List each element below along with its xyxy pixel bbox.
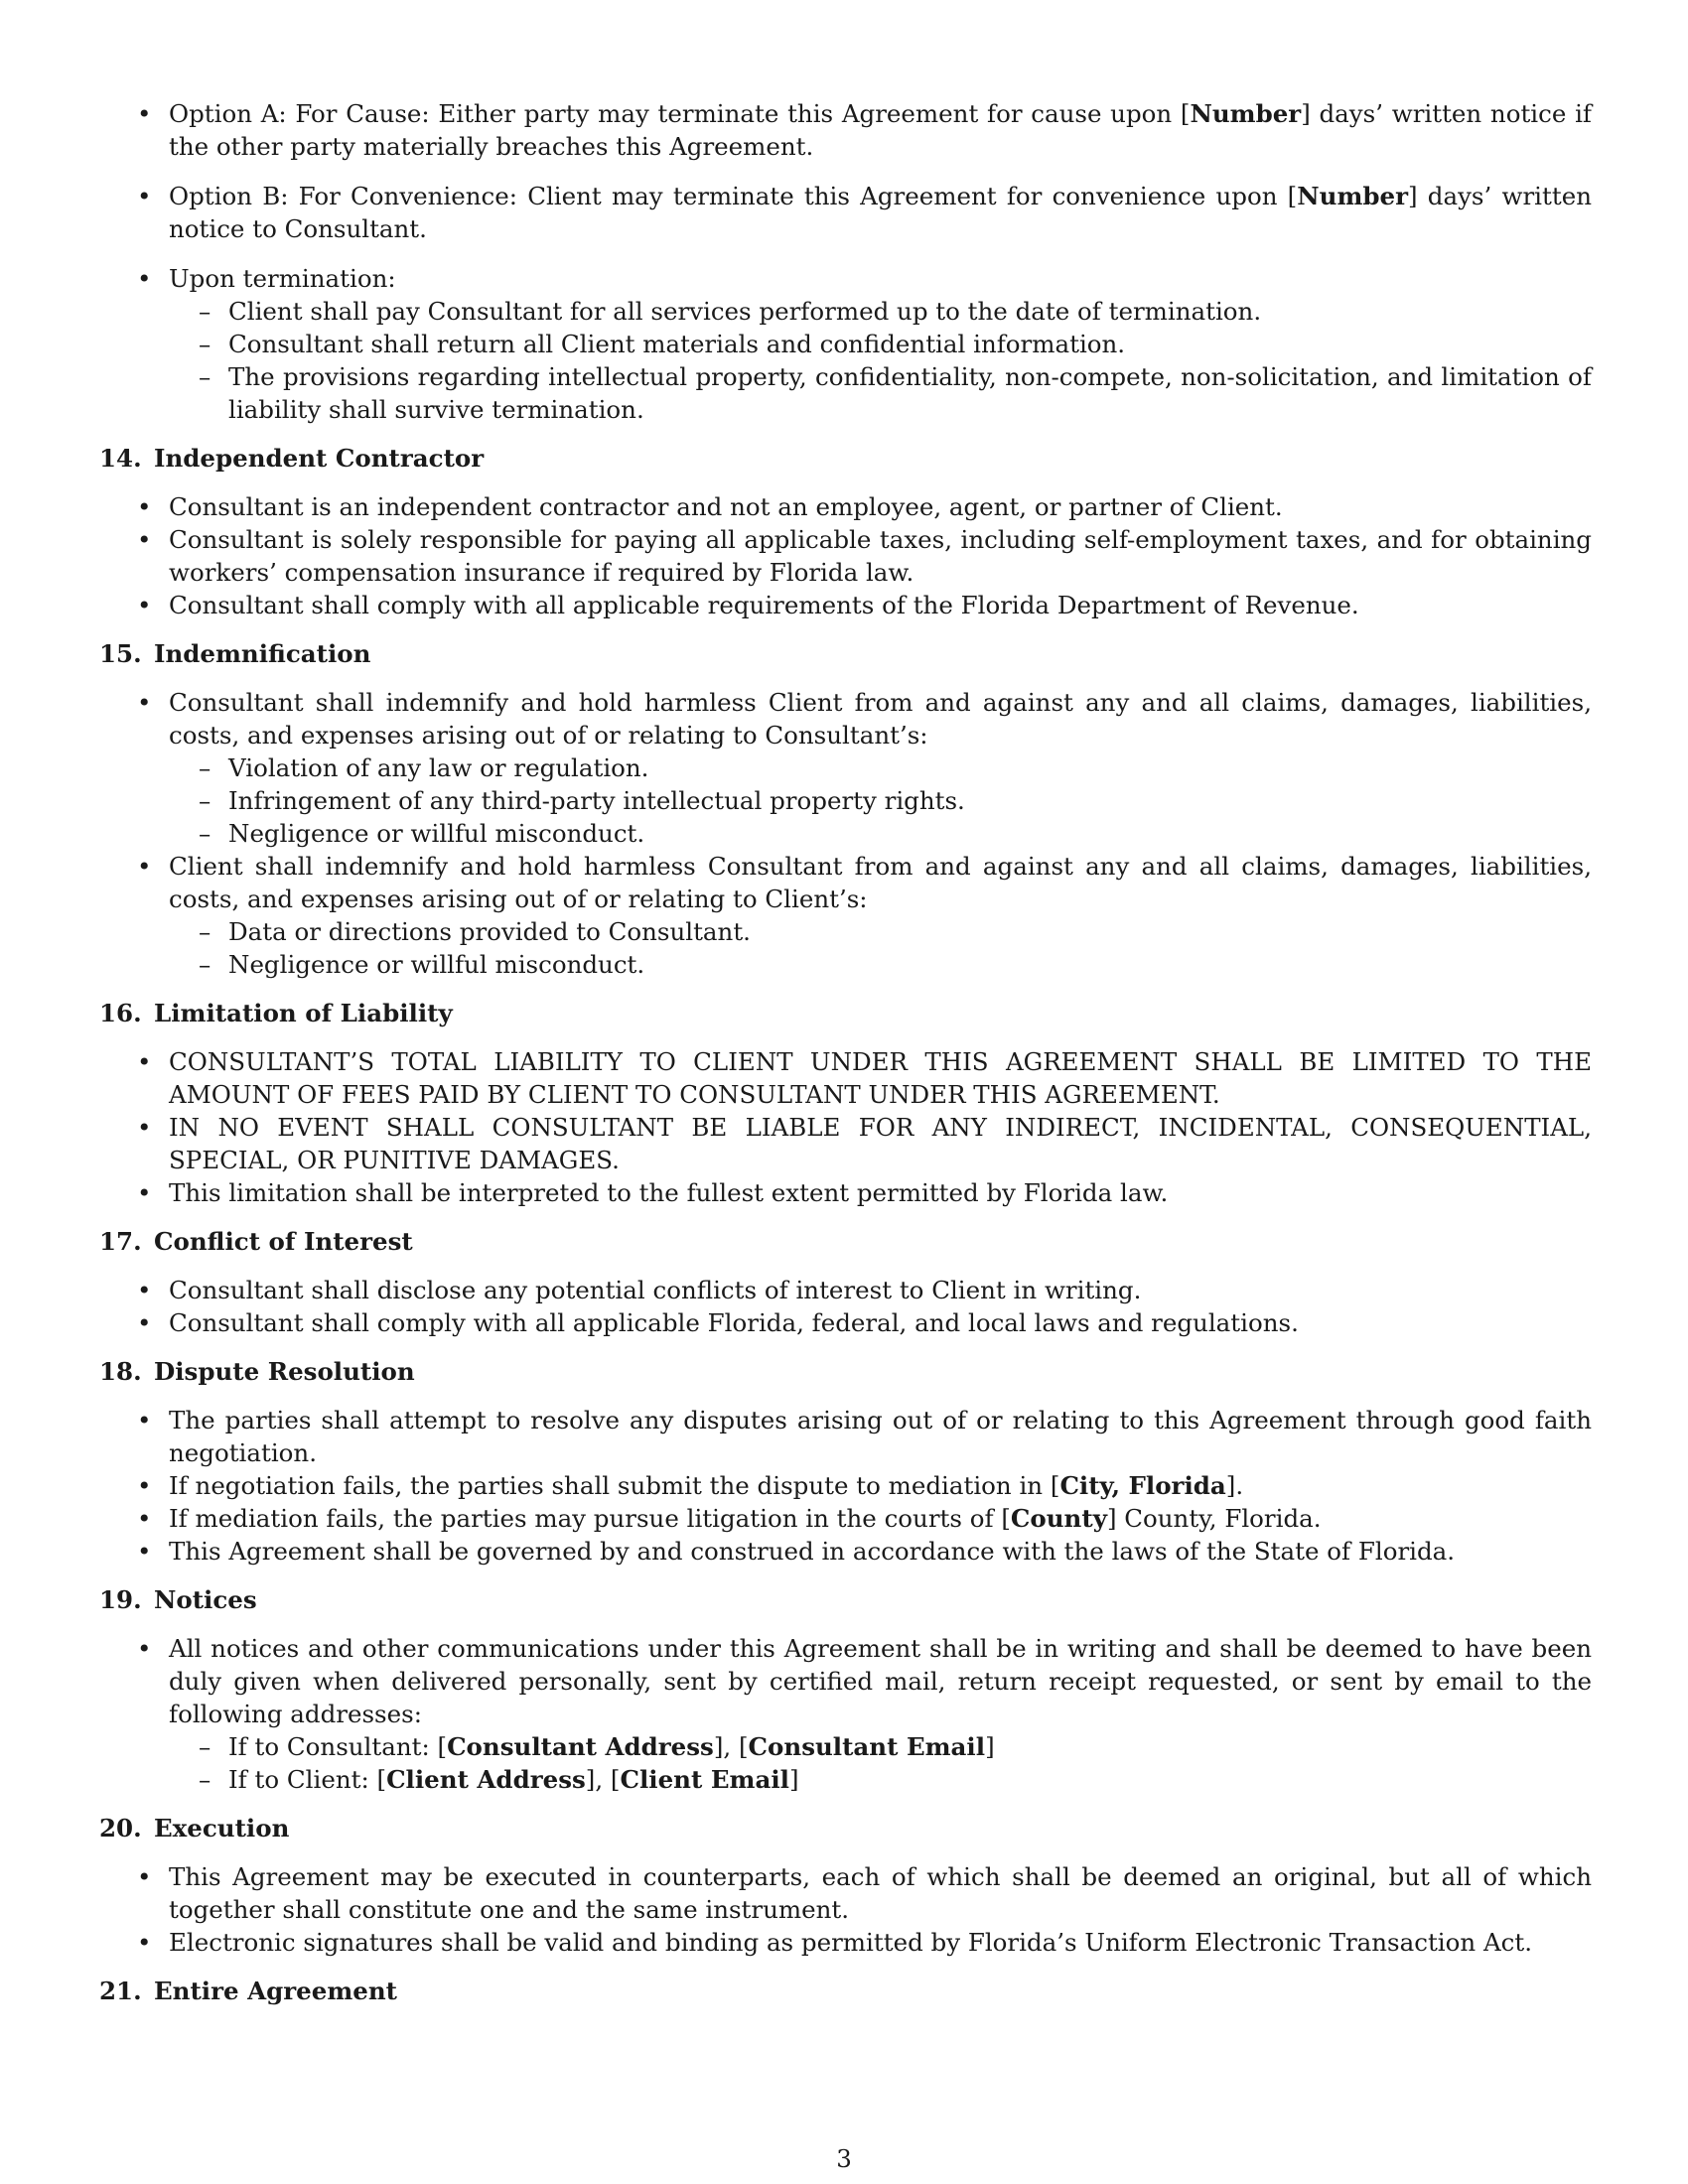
section-heading-20: 20. Execution xyxy=(99,1814,290,1843)
list-item: • Client shall indemnify and hold harmless Consultant from and against any and all claims, damages, liabilities, costs, and expenses arising out of or relating to Client’s: – Data or directions provided to Consultant. – Negligence or willful misconduct. xyxy=(99,850,1592,981)
placeholder-client-address: Client Address xyxy=(386,1765,586,1794)
list-item: • This Agreement shall be governed by and construed in accordance with the laws of the State of Florida. xyxy=(99,1535,1592,1568)
list-item: – Violation of any law or regulation. xyxy=(169,751,1592,784)
option-a-item: • Option A: For Cause: Either party may terminate this Agreement for cause upon [Number] days’ written notice if the other party materially breaches this Agreement. xyxy=(99,97,1592,163)
list-item: – Client shall pay Consultant for all services performed up to the date of termination. xyxy=(169,295,1592,328)
section-heading-19: 19. Notices xyxy=(99,1585,257,1614)
list-item: – Negligence or willful misconduct. xyxy=(169,817,1592,850)
list-item: • If mediation fails, the parties may pursue litigation in the courts of [County] County, Florida. xyxy=(99,1502,1592,1535)
page-number: 3 xyxy=(836,2144,852,2173)
section-20-list xyxy=(99,1860,1592,1959)
list-item: • If negotiation fails, the parties shall submit the dispute to mediation in [City, Florida]. xyxy=(99,1469,1592,1502)
list-item: • All notices and other communications under this Agreement shall be in writing and shall be deemed to have been duly given when delivered personally, sent by certified mail, return receipt requested, or sent by email to the following addresses: – If to Consultant: [Consultant Address], [Consultant Email] – If to Client: [Client Address], [Client Email] xyxy=(99,1632,1592,1796)
placeholder-city: City, Florida xyxy=(1059,1471,1226,1500)
upon-termination-sublist xyxy=(169,295,1592,426)
consultant-address-item: – If to Consultant: [Consultant Address], [Consultant Email] xyxy=(169,1730,1592,1763)
list-item: • Consultant shall disclose any potential conflicts of interest to Client in writing. xyxy=(99,1274,1592,1306)
placeholder-county: County xyxy=(1010,1504,1107,1533)
section-heading-17: 17. Conflict of Interest xyxy=(99,1227,413,1256)
list-item: – Data or directions provided to Consultant. xyxy=(169,915,1592,948)
consultant-indemnity-sublist xyxy=(169,751,1592,850)
section-heading-14: 14. Independent Contractor xyxy=(99,444,485,473)
section-heading-18: 18. Dispute Resolution xyxy=(99,1357,415,1386)
placeholder-number: Number xyxy=(1190,99,1302,128)
list-item: • Consultant shall comply with all applicable requirements of the Florida Department of Revenue. xyxy=(99,589,1592,621)
list-item: – Negligence or willful misconduct. xyxy=(169,948,1592,981)
section-17-list xyxy=(99,1274,1592,1339)
section-heading-21: 21. Entire Agreement xyxy=(99,1977,397,2005)
list-item: • IN NO EVENT SHALL CONSULTANT BE LIABLE FOR ANY INDIRECT, INCIDENTAL, CONSEQUENTIAL, SPECIAL, OR PUNITIVE DAMAGES. xyxy=(99,1111,1592,1176)
client-address-item: – If to Client: [Client Address], [Client Email] xyxy=(169,1763,1592,1796)
upon-termination-item: • Upon termination: – Client shall pay Consultant for all services performed up to the date of termination. – Consultant shall return all Client materials and confidential information. – The provisions regarding intellectual property, confidentiality, non-compete, non-solicitation, and limitation of liability shall survive termination. xyxy=(99,262,1592,426)
termination-list xyxy=(99,97,1592,426)
placeholder-consultant-address: Consultant Address xyxy=(447,1732,714,1761)
list-item: • Electronic signatures shall be valid and binding as permitted by Florida’s Uniform Electronic Transaction Act. xyxy=(99,1926,1592,1959)
notice-addresses-sublist xyxy=(169,1730,1592,1796)
list-item: – Infringement of any third-party intellectual property rights. xyxy=(169,784,1592,817)
list-item: • This Agreement may be executed in counterparts, each of which shall be deemed an original, but all of which together shall constitute one and the same instrument. xyxy=(99,1860,1592,1926)
placeholder-number: Number xyxy=(1297,182,1409,210)
document-page xyxy=(99,97,1592,2023)
list-item: • The parties shall attempt to resolve any disputes arising out of or relating to this Agreement through good faith negotiation. xyxy=(99,1404,1592,1469)
placeholder-consultant-email: Consultant Email xyxy=(748,1732,986,1761)
list-item: – The provisions regarding intellectual property, confidentiality, non-compete, non-solicitation, and limitation of liability shall survive termination. xyxy=(169,360,1592,426)
section-heading-16: 16. Limitation of Liability xyxy=(99,999,453,1027)
section-14-list xyxy=(99,490,1592,621)
section-18-list xyxy=(99,1404,1592,1568)
list-item: • CONSULTANT’S TOTAL LIABILITY TO CLIENT UNDER THIS AGREEMENT SHALL BE LIMITED TO THE AMOUNT OF FEES PAID BY CLIENT TO CONSULTANT UNDER THIS AGREEMENT. xyxy=(99,1045,1592,1111)
section-19-list xyxy=(99,1632,1592,1796)
list-item: • Consultant shall indemnify and hold harmless Client from and against any and all claims, damages, liabilities, costs, and expenses arising out of or relating to Consultant’s: – Violation of any law or regulation. – Infringement of any third-party intellectual property rights. – Negligence or willful misconduct. xyxy=(99,686,1592,850)
client-indemnity-sublist xyxy=(169,915,1592,981)
option-b-item: • Option B: For Convenience: Client may terminate this Agreement for convenience upon [Number] days’ written notice to Consultant. xyxy=(99,180,1592,245)
section-15-list xyxy=(99,686,1592,981)
section-heading-15: 15. Indemnification xyxy=(99,639,371,668)
section-16-list xyxy=(99,1045,1592,1209)
list-item: • Consultant is an independent contractor and not an employee, agent, or partner of Client. xyxy=(99,490,1592,523)
list-item: • Consultant is solely responsible for paying all applicable taxes, including self-employment taxes, and for obtaining workers’ compensation insurance if required by Florida law. xyxy=(99,523,1592,589)
list-item: • Consultant shall comply with all applicable Florida, federal, and local laws and regulations. xyxy=(99,1306,1592,1339)
list-item: – Consultant shall return all Client materials and confidential information. xyxy=(169,328,1592,360)
list-item: • This limitation shall be interpreted to the fullest extent permitted by Florida law. xyxy=(99,1176,1592,1209)
placeholder-client-email: Client Email xyxy=(620,1765,789,1794)
